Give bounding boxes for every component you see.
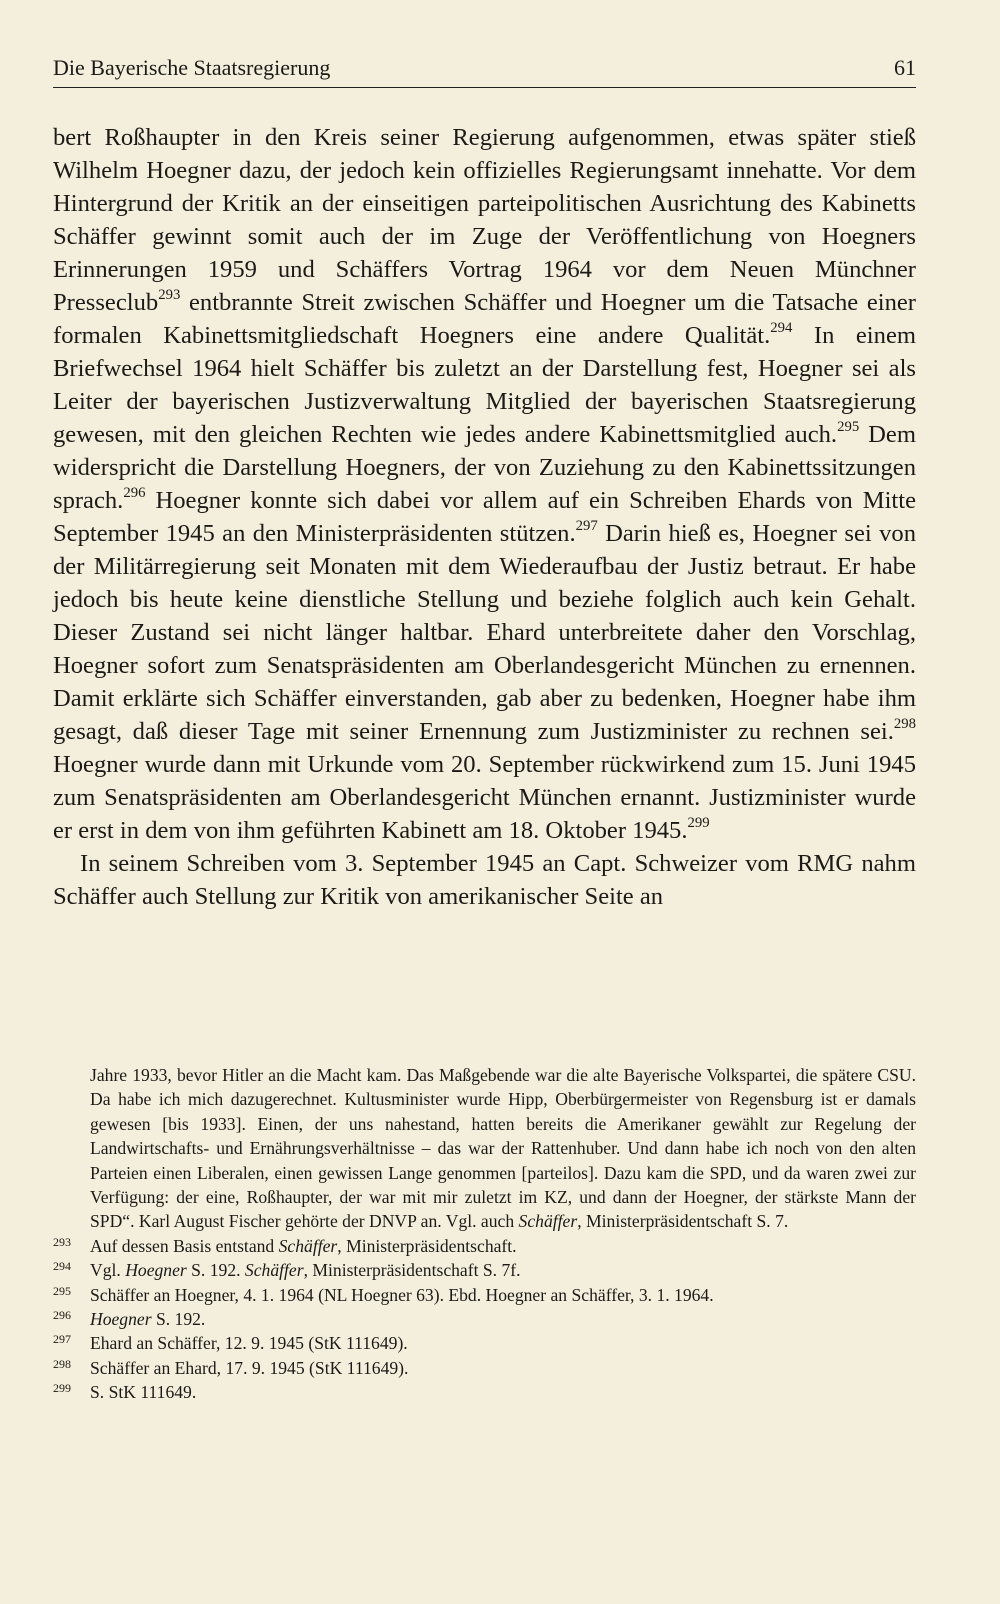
- footnote-number: 294: [53, 1259, 71, 1274]
- text-run: Hoegner wurde dann mit Urkunde vom 20. September rückwirkend zum 15. Juni 1945 zum Senatspräsidenten am Oberlandesgericht München ernannt. Justizminister wurde er erst in dem von ihm geführten Kabinett am 18. Oktober 1945.: [53, 751, 916, 844]
- footnote-text: Ehard an Schäffer, 12. 9. 1945 (StK 111649).: [90, 1333, 408, 1354]
- footnote-text: Hoegner S. 192.: [90, 1309, 206, 1330]
- footnote-text: Schäffer an Ehard, 17. 9. 1945 (StK 111649).: [90, 1357, 409, 1378]
- footnote-number: 297: [53, 1332, 71, 1347]
- footnote-number: 295: [53, 1283, 71, 1298]
- text-run: bert Roßhaupter in den Kreis seiner Regierung aufgenommen, etwas später stieß Wilhelm Hoegner dazu, der jedoch kein offizielles Regierungsamt innehatte. Vor dem Hintergrund der Kritik an der einseitigen parteipolitischen Ausrichtung des Kabinetts Schäffer gewinnt somit auch der im Zuge der Veröffentlichung von Hoegners Erinnerungen 1959 und Schäffers Vortrag 1964 vor dem Neuen Münchner Presseclub: [53, 124, 916, 316]
- author-name: Schäffer: [244, 1260, 304, 1281]
- footnote-text: Auf dessen Basis entstand Schäffer, Ministerpräsidentschaft.: [90, 1235, 517, 1256]
- paragraph: [53, 121, 916, 847]
- page-number: 61: [894, 55, 916, 80]
- footnote-number: 298: [53, 1356, 71, 1371]
- footnote: [53, 1307, 916, 1331]
- footnote: [53, 1258, 916, 1282]
- footnote-ref: 294: [770, 319, 793, 336]
- footnote: [53, 1356, 916, 1380]
- footnote-ref: 299: [687, 814, 710, 831]
- header-rule: [53, 87, 916, 88]
- footnote-text: Jahre 1933, bevor Hitler an die Macht kam. Das Maßgebende war die alte Bayerische Volkspartei, die spätere CSU. Da habe ich mich dazugerechnet. Kultusminister wurde Hipp, Oberbürgermeister von Regensburg ist er damals gewesen [bis 1933]. Einen, der uns nahestand, hatten bereits die Amerikaner gewählt zur Regelung der Landwirtschafts- und Ernährungsverhältnisse – das war der Rattenhuber. Und dann habe ich noch von den alten Parteien einen Liberalen, einen gewissen Lange genommen [parteilos]. Dazu kam die SPD, und da waren zwei zur Verfügung: der eine, Roßhaupter, der war mit mir zuletzt im KZ, und dann der Hoegner, der stärkste Mann der SPD“. Karl August Fischer gehörte der DNVP an. Vgl. auch: [90, 1065, 916, 1232]
- footnote-continuation: [53, 1063, 916, 1234]
- footnote-text: Vgl. Hoegner S. 192. Schäffer, Ministerpräsidentschaft S. 7f.: [90, 1260, 521, 1281]
- footnote-ref: 293: [158, 286, 181, 303]
- footnote-text: , Ministerpräsidentschaft S. 7.: [577, 1211, 789, 1232]
- footnote: [53, 1283, 916, 1307]
- footnote-text: Schäffer an Hoegner, 4. 1. 1964 (NL Hoegner 63). Ebd. Hoegner an Schäffer, 3. 1. 1964.: [90, 1284, 714, 1305]
- footnote-number: 293: [53, 1234, 71, 1249]
- text-run: Dem widerspricht die Darstellung Hoegners, der von Zuziehung zu den Kabinettssitzungen sprach.: [53, 421, 916, 514]
- footnotes: [53, 1063, 916, 1405]
- footnote-ref: 295: [837, 418, 860, 435]
- author-name: Schäffer: [518, 1211, 578, 1232]
- running-head: [53, 54, 916, 82]
- footnote-ref: 298: [893, 715, 916, 732]
- paragraph: In seinem Schreiben vom 3. September 1945 an Capt. Schweizer vom RMG nahm Schäffer auch Stellung zur Kritik von amerikanischer Seite an: [53, 850, 916, 910]
- text-run: entbrannte Streit zwischen Schäffer und Hoegner um die Tatsache einer formalen Kabinettsmitgliedschaft Hoegners eine andere Qualität.: [53, 289, 916, 349]
- main-text: [53, 121, 916, 913]
- footnote: [53, 1331, 916, 1355]
- footnote-number: 296: [53, 1308, 71, 1323]
- footnote-ref: 296: [123, 484, 146, 501]
- footnote-number: 299: [53, 1381, 71, 1396]
- footnote-ref: 297: [575, 517, 598, 534]
- footnote-text: S. StK 111649.: [90, 1382, 197, 1403]
- author-name: Hoegner: [90, 1309, 152, 1330]
- running-head-title: Die Bayerische Staatsregierung: [53, 55, 331, 80]
- footnote: [53, 1380, 916, 1404]
- text-run: In einem Briefwechsel 1964 hielt Schäffer bis zuletzt an der Darstellung fest, Hoegner sei als Leiter der bayerischen Justizverwaltung Mitglied der bayerischen Staatsregierung gewesen, mit den gleichen Rechten wie jedes andere Kabinettsmitglied auch.: [53, 322, 916, 448]
- author-name: Schäffer: [278, 1235, 338, 1256]
- footnote: [53, 1234, 916, 1258]
- author-name: Hoegner: [125, 1260, 187, 1281]
- text-run: Darin hieß es, Hoegner sei von der Militärregierung seit Monaten mit dem Wiederaufbau der Justiz betraut. Er habe jedoch bis heute keine dienstliche Stellung und beziehe folglich auch kein Gehalt. Dieser Zustand sei nicht länger haltbar. Ehard unterbreitete daher den Vorschlag, Hoegner sofort zum Senatspräsidenten am Oberlandesgericht München zu ernennen. Damit erklärte sich Schäffer einverstanden, gab aber zu bedenken, Hoegner habe ihm gesagt, daß dieser Tage mit seiner Ernennung zum Justizminister zu rechnen sei.: [53, 520, 916, 745]
- text-run: Hoegner konnte sich dabei vor allem auf ein Schreiben Ehards von Mitte September 1945 an den Ministerpräsidenten stützen.: [53, 487, 916, 547]
